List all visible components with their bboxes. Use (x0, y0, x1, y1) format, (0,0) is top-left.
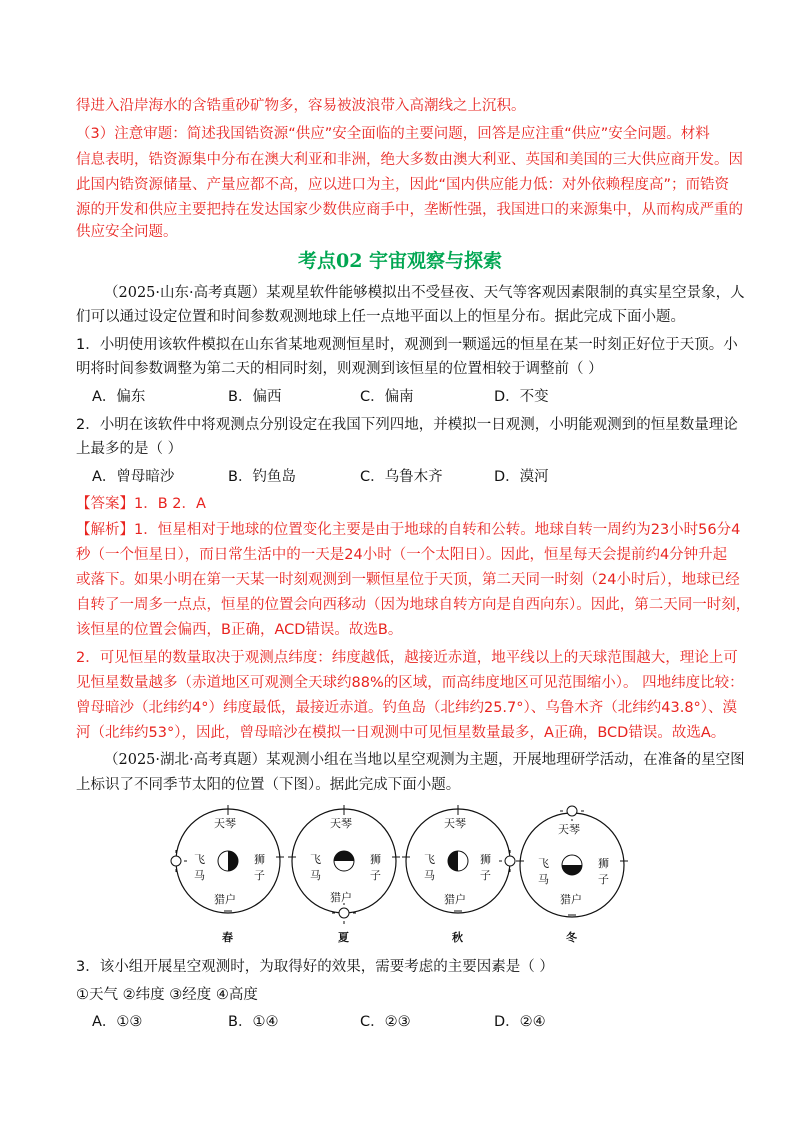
question-stem: 明将时间参数调整为第二天的相同时刻，则观测到该恒星的位置相较于调整前（ ） (76, 361, 603, 377)
star-chart-autumn (402, 805, 521, 944)
option-a: A．偏东 (92, 389, 146, 405)
question-intro: 上标识了不同季节太阳的位置（下图）。据此完成下面小题。 (76, 777, 461, 793)
option-d: D．漠河 (494, 469, 549, 485)
option-b: B．钓鱼岛 (228, 469, 296, 485)
star-chart-summer (288, 805, 400, 944)
sun-icon (170, 850, 187, 872)
text-line: 供应安全问题。 (76, 224, 178, 240)
text-line: 信息表明，锆资源集中分布在澳大利亚和非洲，绝大多数由澳大利亚、英国和美国的三大供应商开发。因 (76, 152, 743, 168)
season-label-summer: 夏 (338, 931, 349, 944)
star-chart-winter (516, 803, 628, 944)
label-leo: 子 (370, 869, 381, 882)
option-c: C．偏南 (360, 389, 414, 405)
analysis-line: 或落下。如果小明在第一天某一时刻观测到一颗恒星位于天顶，第二天同一时刻（24小时后），地球已经 (76, 572, 740, 588)
option-a: A．①③ (92, 1014, 143, 1030)
label-leo: 子 (254, 869, 265, 882)
label-leo: 子 (480, 869, 491, 882)
section-title: 考点02 宇宙观察与探索 (297, 250, 503, 272)
label-pegasus: 飞 (424, 853, 435, 866)
text-line: 得进入沿岸海水的含锆重砂矿物多，容易被波浪带入高潮线之上沉积。 (76, 98, 526, 114)
option-d: D．不变 (494, 389, 549, 405)
label-pegasus: 飞 (538, 857, 549, 870)
question-intro: （2025·湖北·高考真题）某观测小组在当地以星空观测为主题，开展地理研学活动，在准备的星空图 (104, 752, 745, 768)
question-factors: ①天气 ②纬度 ③经度 ④高度 (76, 987, 258, 1003)
label-orion: 猎户 (560, 893, 582, 906)
label-lyra: 天琴 (214, 817, 236, 830)
question-stem: 3．该小组开展星空观测时，为取得好的效果，需要考虑的主要因素是（ ） (76, 959, 554, 975)
option-b: B．①④ (228, 1014, 279, 1030)
analysis-line: 2．可见恒星的数量取决于观测点纬度：纬度越低，越接近赤道，地平线以上的天球范围越大，理论上可 (76, 650, 738, 666)
label-pegasus: 马 (538, 873, 549, 886)
analysis-line: 秒（一个恒星日），而日常生活中的一天是24小时（一个太阳日）。因此，恒星每天会提前约4分钟升起 (76, 547, 728, 563)
season-label-spring: 春 (222, 931, 233, 944)
option-c: C．②③ (360, 1014, 411, 1030)
star-chart-spring (170, 805, 284, 944)
analysis-line: 曾母暗沙（北纬约4°）纬度最低，最接近赤道。钓鱼岛（北纬约25.7°）、乌鲁木齐（北纬约43.8°）、漠 (76, 700, 738, 716)
star-chart-diagram (170, 803, 630, 948)
analysis-line: 见恒星数量越多（赤道地区可观测全天球约88%的区域，而高纬度地区可见范围缩小）。 四地纬度比较： (76, 675, 744, 691)
label-leo: 狮 (254, 853, 265, 866)
option-d: D．②④ (494, 1014, 546, 1030)
label-leo: 狮 (370, 853, 381, 866)
option-b: B．偏西 (228, 389, 282, 405)
label-orion: 猎户 (444, 893, 466, 906)
question-stem: 1．小明使用该软件模拟在山东省某地观测恒星时，观测到一颗遥远的恒星在某一时刻正好位于天顶。小 (76, 337, 738, 353)
analysis-line: 自转了一周多一点点，恒星的位置会向西移动（因为地球自转方向是自西向东）。因此，第二天同一时刻， (76, 597, 751, 613)
label-lyra: 天琴 (444, 817, 466, 830)
sun-icon (560, 803, 584, 821)
text-line: （3）注意审题：简述我国锆资源“供应”安全面临的主要问题，回答是应注重“供应”安全问题。材料 (76, 126, 710, 142)
question-stem: 2．小明在该软件中将观测点分别设定在我国下列四地，并模拟一日观测，小明能观测到的恒星数量理论 (76, 417, 738, 433)
question-intro: （2025·山东·高考真题）某观星软件能够模拟出不受昼夜、天气等客观因素限制的真实星空景象，人 (104, 285, 745, 301)
label-pegasus: 马 (194, 869, 205, 882)
label-lyra: 天琴 (330, 817, 352, 830)
label-orion: 猎户 (214, 893, 236, 906)
analysis-line: 河（北纬约53°），因此，曾母暗沙在模拟一日观测中可见恒星数量最多，A正确，BCD错误。故选A。 (76, 725, 726, 741)
label-pegasus: 飞 (310, 853, 321, 866)
answer-line: 【答案】1．B 2．A (76, 496, 206, 512)
text-line: 源的开发和供应主要把持在发达国家少数供应商手中，垄断性强，我国进口的来源集中，从而构成严重的 (76, 202, 743, 218)
label-pegasus: 飞 (194, 853, 205, 866)
label-leo: 狮 (480, 853, 491, 866)
analysis-line: 该恒星的位置会偏西，B正确，ACD错误。故选B。 (76, 622, 403, 638)
analysis-line: 【解析】1．恒星相对于地球的位置变化主要是由于地球的自转和公转。地球自转一周约为23小时56分4 (76, 522, 741, 538)
sun-icon (332, 903, 356, 924)
label-orion: 猎户 (330, 891, 352, 904)
season-label-autumn: 秋 (452, 931, 463, 944)
question-stem: 上最多的是（ ） (76, 441, 183, 457)
option-a: A．曾母暗沙 (92, 469, 175, 485)
label-leo: 子 (598, 873, 609, 886)
label-pegasus: 马 (310, 869, 321, 882)
season-label-winter: 冬 (566, 931, 577, 944)
option-c: C．乌鲁木齐 (360, 469, 443, 485)
label-pegasus: 马 (424, 869, 435, 882)
question-intro: 们可以通过设定位置和时间参数观测地球上任一点地平面以上的恒星分布。据此完成下面小题。 (76, 309, 685, 325)
label-leo: 狮 (598, 857, 609, 870)
label-lyra: 天琴 (558, 823, 580, 836)
text-line: 此国内锆资源储量、产量应都不高，应以进口为主，因此“国内供应能力低：对外依赖程度高”；而锆资 (76, 177, 730, 193)
